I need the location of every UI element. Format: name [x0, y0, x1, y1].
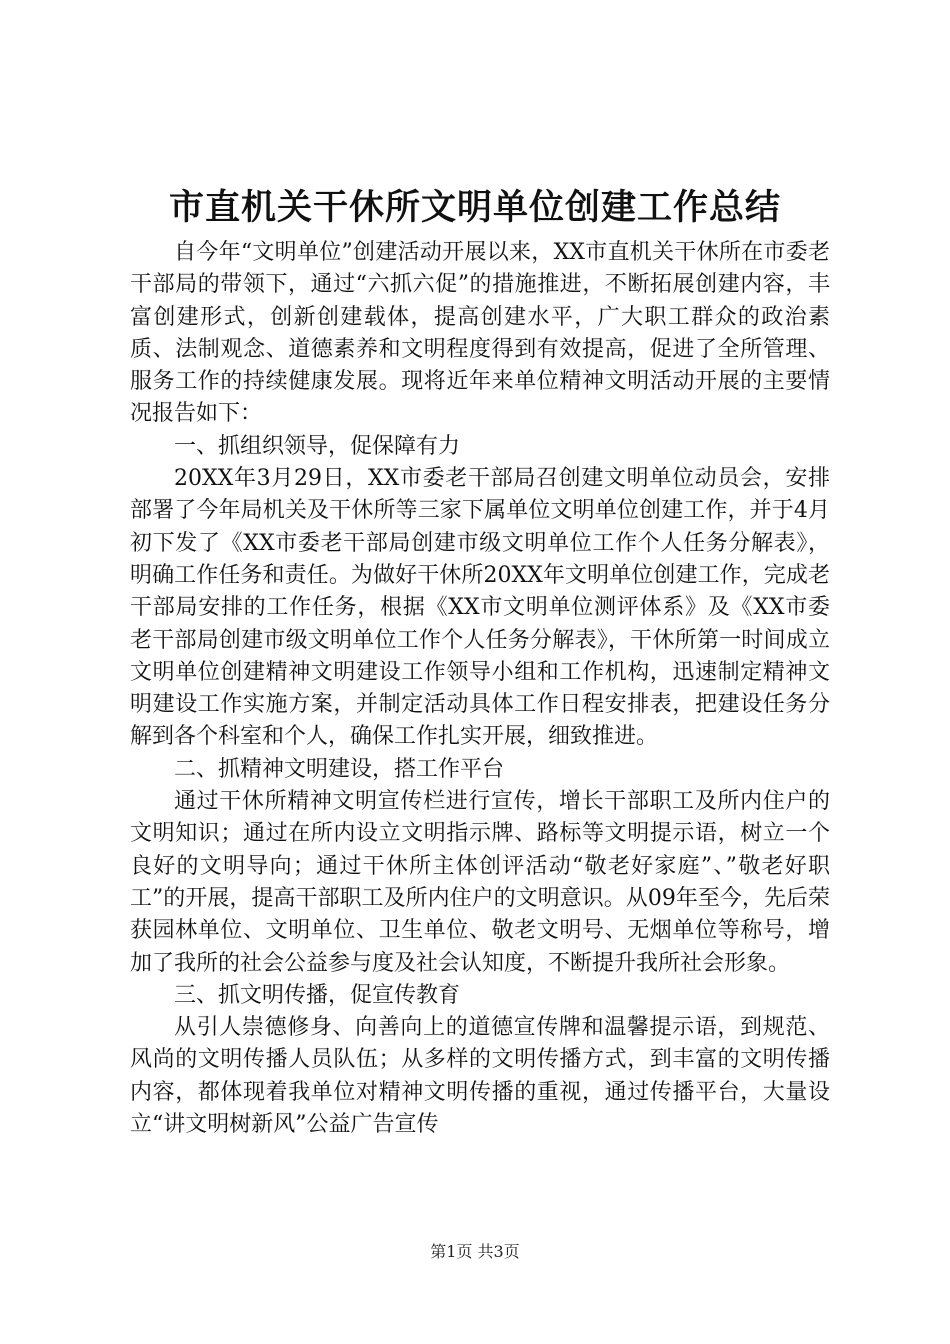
- section-heading-1: 一、抓组织领导，促保障有力: [174, 433, 461, 459]
- section-1-paragraph: 20XX年3月29日，XX市委老干部局召创建文明单位动员会，安排部署了今年局机关及干休所等三家下属单位文明单位创建工作，并于4月初下发了《XX市委老干部局创建市级文明单位工作个人任务分解表》，明确工作任务和责任。为做好干休所20XX年文明单位创建工作，完成老干部局安排的工作任务，根据《XX市文明单位测评体系》及《XX市委老干部局创建市级文明单位工作个人任务分解表》，干休所第一时间成立文明单位创建精神文明建设工作领导小组和工作机构，迅速制定精神文明建设工作实施方案，并制定活动具体工作日程安排表，把建设任务分解到各个科室和个人，确保工作扎实开展，细致推进。: [130, 466, 830, 750]
- section-heading-3: 三、抓文明传播，促宣传教育: [174, 982, 461, 1008]
- section-2-paragraph: 通过干休所精神文明宣传栏进行宣传，增长干部职工及所内住户的文明知识；通过在所内设立文明指示牌、路标等文明提示语，树立一个良好的文明导向；通过干休所主体创评活动“敬老好家庭”、”敬老好职工”的开展，提高干部职工及所内住户的文明意识。从09年至今，先后荣获园林单位、文明单位、卫生单位、敬老文明号、无烟单位等称号，增加了我所的社会公益参与度及社会认知度，不断提升我所社会形象。: [130, 789, 830, 976]
- document-body: [130, 237, 830, 1141]
- document-title: 市直机关干休所文明单位创建工作总结: [168, 187, 781, 228]
- section-heading-2: 二、抓精神文明建设，搭工作平台: [174, 756, 505, 782]
- section-3-paragraph: 从引人崇德修身、向善向上的道德宣传牌和温馨提示语，到规范、风尚的文明传播人员队伍；从多样的文明传播方式，到丰富的文明传播内容，都体现着我单位对精神文明传播的重视，通过传播平台，大量设立“讲文明树新风”公益广告宣传: [130, 1015, 830, 1138]
- page-footer: 第1页 共3页: [430, 1242, 520, 1261]
- intro-paragraph: 自今年“文明单位”创建活动开展以来，XX市直机关干休所在市委老干部局的带领下，通过“六抓六促”的措施推进，不断拓展创建内容，丰富创建形式，创新创建载体，提高创建水平，广大职工群众的政治素质、法制观念、道德素养和文明程度得到有效提高，促进了全所管理、服务工作的持续健康发展。现将近年来单位精神文明活动开展的主要情况报告如下：: [130, 240, 830, 427]
